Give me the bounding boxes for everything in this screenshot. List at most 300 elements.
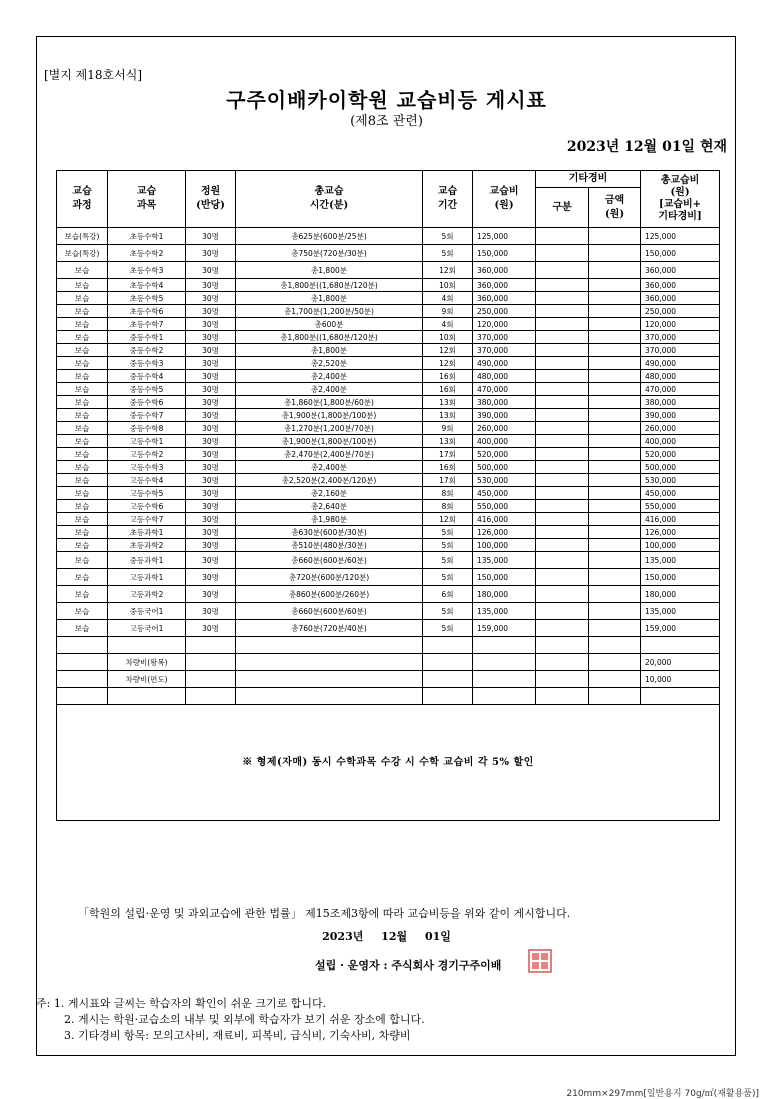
cell-other-type — [536, 262, 589, 279]
cell-period — [423, 637, 473, 654]
cell-course: 보습 — [57, 292, 108, 305]
cell-capacity: 30명 — [186, 245, 236, 262]
cell-fee — [473, 654, 536, 671]
cell-total-time — [236, 654, 423, 671]
cell-capacity: 30명 — [186, 331, 236, 344]
table-row — [57, 318, 720, 331]
cell-period: 12회 — [423, 262, 473, 279]
table-row — [57, 448, 720, 461]
cell-other-type — [536, 526, 589, 539]
cell-fee: 530,000 — [473, 474, 536, 487]
cell-course: 보습 — [57, 396, 108, 409]
table-row — [57, 688, 720, 705]
cell-other-type — [536, 671, 589, 688]
table-row — [57, 500, 720, 513]
cell-capacity: 30명 — [186, 383, 236, 396]
cell-total-time: 총2,520분(2,400분/120분) — [236, 474, 423, 487]
cell-other-type — [536, 487, 589, 500]
cell-course: 보습 — [57, 461, 108, 474]
cell-total-time: 총510분(480분/30분) — [236, 539, 423, 552]
cell-total-fee: 490,000 — [641, 357, 720, 370]
cell-total-time: 총1,800분((1,680분/120분) — [236, 279, 423, 292]
cell-capacity: 30명 — [186, 228, 236, 245]
cell-capacity: 30명 — [186, 279, 236, 292]
cell-other-type — [536, 513, 589, 526]
header-other-amount: 금액 (원) — [589, 188, 641, 228]
cell-subject: 고등과학2 — [108, 586, 186, 603]
cell-total-time: 총1,900분(1,800분/100분) — [236, 435, 423, 448]
cell-period: 8회 — [423, 500, 473, 513]
cell-total-fee: 120,000 — [641, 318, 720, 331]
cell-other-type — [536, 500, 589, 513]
cell-fee: 370,000 — [473, 331, 536, 344]
page-title: 구주이배카이학원 교습비등 게시표 — [226, 88, 547, 112]
cell-subject: 고등과학1 — [108, 569, 186, 586]
cell-total-fee: 500,000 — [641, 461, 720, 474]
cell-period: 5회 — [423, 228, 473, 245]
table-row — [57, 620, 720, 637]
cell-course: 보습 — [57, 357, 108, 370]
cell-total-fee: 550,000 — [641, 500, 720, 513]
cell-total-fee: 135,000 — [641, 552, 720, 569]
cell-total-time: 총1,270분(1,200분/70분) — [236, 422, 423, 435]
cell-period: 5회 — [423, 245, 473, 262]
cell-other-type — [536, 370, 589, 383]
cell-subject: 중등수학6 — [108, 396, 186, 409]
cell-course: 보습 — [57, 262, 108, 279]
cell-other-type — [536, 586, 589, 603]
cell-other-amount — [589, 279, 641, 292]
cell-course: 보습 — [57, 448, 108, 461]
cell-subject: 중등과학1 — [108, 552, 186, 569]
cell-fee: 360,000 — [473, 262, 536, 279]
table-row — [57, 487, 720, 500]
legal-statement: 「학원의 설립·운영 및 과외교습에 관한 법률」 제15조제3항에 따라 교습비등을 위와 같이 게시합니다. — [78, 907, 571, 920]
cell-total-fee: 10,000 — [641, 671, 720, 688]
cell-period: 12회 — [423, 513, 473, 526]
cell-total-time: 총660분(600분/60분) — [236, 552, 423, 569]
table-row — [57, 526, 720, 539]
cell-capacity: 30명 — [186, 357, 236, 370]
cell-fee: 125,000 — [473, 228, 536, 245]
cell-capacity: 30명 — [186, 370, 236, 383]
footnote-2: 2. 게시는 학원·교습소의 내부 및 외부에 학습자가 보기 쉬운 장소에 합니다. — [64, 1013, 425, 1026]
header-other-type: 구분 — [536, 188, 589, 228]
cell-other-type — [536, 461, 589, 474]
cell-course — [57, 654, 108, 671]
cell-fee: 100,000 — [473, 539, 536, 552]
cell-other-amount — [589, 461, 641, 474]
cell-period: 5회 — [423, 539, 473, 552]
form-number: [별지 제18호서식] — [44, 68, 142, 82]
paper-size-note: 210mm×297mm[일반용지 70g/㎡(재활용품)] — [566, 1089, 759, 1099]
table-row — [57, 344, 720, 357]
cell-total-fee: 360,000 — [641, 262, 720, 279]
cell-capacity: 30명 — [186, 487, 236, 500]
cell-capacity: 30명 — [186, 569, 236, 586]
cell-other-amount — [589, 569, 641, 586]
cell-other-type — [536, 620, 589, 637]
cell-capacity — [186, 671, 236, 688]
cell-other-amount — [589, 539, 641, 552]
footnote-3: 3. 기타경비 항목: 모의고사비, 재료비, 피복비, 급식비, 기숙사비, 차량비 — [64, 1029, 411, 1042]
cell-subject: 차량비(왕복) — [108, 654, 186, 671]
table-row — [57, 637, 720, 654]
cell-capacity: 30명 — [186, 539, 236, 552]
seal-stamp-icon — [528, 949, 552, 973]
cell-course: 보습 — [57, 620, 108, 637]
table-row — [57, 228, 720, 245]
cell-total-fee: 150,000 — [641, 569, 720, 586]
cell-course: 보습(특강) — [57, 245, 108, 262]
table-row — [57, 396, 720, 409]
cell-course: 보습 — [57, 552, 108, 569]
cell-total-time: 총600분 — [236, 318, 423, 331]
cell-other-type — [536, 552, 589, 569]
cell-other-amount — [589, 526, 641, 539]
cell-other-type — [536, 474, 589, 487]
cell-subject: 중등수학5 — [108, 383, 186, 396]
cell-fee: 260,000 — [473, 422, 536, 435]
cell-course: 보습 — [57, 487, 108, 500]
issue-date: 2023년 12월 01일 — [322, 930, 451, 943]
cell-fee: 180,000 — [473, 586, 536, 603]
cell-other-amount — [589, 637, 641, 654]
fee-table — [56, 170, 720, 821]
cell-period: 13회 — [423, 409, 473, 422]
cell-capacity: 30명 — [186, 513, 236, 526]
cell-total-fee: 530,000 — [641, 474, 720, 487]
cell-subject: 중등수학2 — [108, 344, 186, 357]
cell-other-type — [536, 344, 589, 357]
cell-total-time: 총1,800분 — [236, 262, 423, 279]
cell-period: 10회 — [423, 331, 473, 344]
cell-total-time: 총2,400분 — [236, 461, 423, 474]
cell-total-fee: 100,000 — [641, 539, 720, 552]
cell-capacity: 30명 — [186, 474, 236, 487]
cell-total-fee: 159,000 — [641, 620, 720, 637]
cell-total-time: 총760분(720분/40분) — [236, 620, 423, 637]
cell-total-fee — [641, 637, 720, 654]
cell-fee: 450,000 — [473, 487, 536, 500]
cell-capacity — [186, 654, 236, 671]
cell-course: 보습 — [57, 331, 108, 344]
cell-subject: 초등수학7 — [108, 318, 186, 331]
cell-total-fee: 480,000 — [641, 370, 720, 383]
cell-period: 13회 — [423, 396, 473, 409]
cell-course — [57, 688, 108, 705]
cell-total-fee: 380,000 — [641, 396, 720, 409]
cell-course: 보습 — [57, 318, 108, 331]
cell-capacity: 30명 — [186, 603, 236, 620]
cell-subject: 중등수학1 — [108, 331, 186, 344]
cell-other-amount — [589, 513, 641, 526]
cell-period: 5회 — [423, 620, 473, 637]
table-row — [57, 474, 720, 487]
cell-total-time: 총2,160분 — [236, 487, 423, 500]
cell-fee: 360,000 — [473, 279, 536, 292]
cell-fee: 550,000 — [473, 500, 536, 513]
header-capacity: 정원 (반당) — [186, 171, 236, 228]
table-row — [57, 305, 720, 318]
cell-other-type — [536, 292, 589, 305]
cell-fee: 150,000 — [473, 245, 536, 262]
current-date: 2023년 12월 01일 현재 — [566, 139, 727, 155]
cell-other-amount — [589, 318, 641, 331]
header-fee: 교습비 (원) — [473, 171, 536, 228]
operator-name: 설립 · 운영자 : 주식회사 경기구주이배 — [315, 959, 502, 972]
cell-total-time: 총2,400분 — [236, 383, 423, 396]
cell-other-amount — [589, 552, 641, 569]
cell-period: 9회 — [423, 305, 473, 318]
cell-subject: 차량비(편도) — [108, 671, 186, 688]
table-row — [57, 435, 720, 448]
cell-subject: 고등수학4 — [108, 474, 186, 487]
cell-other-type — [536, 539, 589, 552]
cell-period: 9회 — [423, 422, 473, 435]
cell-total-time: 총860분(600분/260분) — [236, 586, 423, 603]
cell-course: 보습 — [57, 344, 108, 357]
table-row — [57, 331, 720, 344]
cell-fee: 120,000 — [473, 318, 536, 331]
cell-capacity — [186, 688, 236, 705]
cell-total-fee: 360,000 — [641, 279, 720, 292]
cell-total-time: 총750분(720분/30분) — [236, 245, 423, 262]
cell-fee — [473, 637, 536, 654]
cell-capacity: 30명 — [186, 344, 236, 357]
cell-other-type — [536, 305, 589, 318]
cell-period: 5회 — [423, 526, 473, 539]
cell-other-type — [536, 228, 589, 245]
cell-total-fee: 126,000 — [641, 526, 720, 539]
cell-period: 5회 — [423, 603, 473, 620]
cell-period: 17회 — [423, 448, 473, 461]
cell-period: 10회 — [423, 279, 473, 292]
cell-other-type — [536, 688, 589, 705]
table-row — [57, 461, 720, 474]
cell-other-type — [536, 279, 589, 292]
cell-total-time: 총1,980분 — [236, 513, 423, 526]
cell-course: 보습 — [57, 409, 108, 422]
cell-total-fee: 520,000 — [641, 448, 720, 461]
cell-fee: 500,000 — [473, 461, 536, 474]
cell-fee: 390,000 — [473, 409, 536, 422]
cell-other-amount — [589, 245, 641, 262]
cell-fee: 520,000 — [473, 448, 536, 461]
cell-other-amount — [589, 344, 641, 357]
cell-other-amount — [589, 292, 641, 305]
cell-fee: 135,000 — [473, 603, 536, 620]
cell-other-amount — [589, 671, 641, 688]
cell-total-time — [236, 671, 423, 688]
cell-fee: 360,000 — [473, 292, 536, 305]
cell-other-type — [536, 357, 589, 370]
page-subtitle: (제8조 관련) — [350, 114, 423, 129]
cell-period — [423, 654, 473, 671]
cell-subject: 초등수학2 — [108, 245, 186, 262]
header-period: 교습 기간 — [423, 171, 473, 228]
cell-period: 16회 — [423, 370, 473, 383]
cell-period: 8회 — [423, 487, 473, 500]
cell-other-type — [536, 448, 589, 461]
header-course: 교습 과정 — [57, 171, 108, 228]
cell-subject: 중등국어1 — [108, 603, 186, 620]
cell-other-type — [536, 654, 589, 671]
cell-subject: 고등수학3 — [108, 461, 186, 474]
cell-total-fee: 20,000 — [641, 654, 720, 671]
cell-subject: 고등수학5 — [108, 487, 186, 500]
cell-course: 보습 — [57, 526, 108, 539]
cell-fee: 370,000 — [473, 344, 536, 357]
cell-fee — [473, 671, 536, 688]
table-row — [57, 292, 720, 305]
cell-other-amount — [589, 409, 641, 422]
cell-capacity: 30명 — [186, 262, 236, 279]
cell-period: 6회 — [423, 586, 473, 603]
cell-total-fee: 125,000 — [641, 228, 720, 245]
cell-other-amount — [589, 262, 641, 279]
cell-other-amount — [589, 474, 641, 487]
cell-subject: 중등수학3 — [108, 357, 186, 370]
cell-subject: 고등수학7 — [108, 513, 186, 526]
cell-course: 보습 — [57, 569, 108, 586]
cell-other-type — [536, 245, 589, 262]
table-row — [57, 409, 720, 422]
cell-course: 보습 — [57, 513, 108, 526]
cell-course: 보습 — [57, 279, 108, 292]
cell-course: 보습 — [57, 305, 108, 318]
cell-capacity: 30명 — [186, 292, 236, 305]
cell-subject: 초등수학5 — [108, 292, 186, 305]
cell-course: 보습 — [57, 422, 108, 435]
cell-total-fee: 370,000 — [641, 331, 720, 344]
cell-course: 보습 — [57, 603, 108, 620]
discount-note: ※ 형제(자매) 동시 수학과목 수강 시 수학 교습비 각 5% 할인 — [57, 705, 720, 821]
cell-total-fee: 260,000 — [641, 422, 720, 435]
cell-total-time: 총1,800분 — [236, 344, 423, 357]
cell-course: 보습 — [57, 500, 108, 513]
cell-other-type — [536, 331, 589, 344]
cell-course: 보습 — [57, 539, 108, 552]
cell-total-time: 총720분(600분/120분) — [236, 569, 423, 586]
cell-total-fee: 135,000 — [641, 603, 720, 620]
cell-course: 보습 — [57, 586, 108, 603]
cell-total-time: 총625분(600분/25분) — [236, 228, 423, 245]
cell-other-type — [536, 603, 589, 620]
cell-other-amount — [589, 603, 641, 620]
cell-fee: 490,000 — [473, 357, 536, 370]
cell-total-time: 총1,800분 — [236, 292, 423, 305]
cell-fee: 250,000 — [473, 305, 536, 318]
cell-other-type — [536, 435, 589, 448]
table-row — [57, 262, 720, 279]
table-row — [57, 539, 720, 552]
table-row — [57, 654, 720, 671]
cell-other-amount — [589, 487, 641, 500]
cell-course: 보습 — [57, 474, 108, 487]
cell-total-time: 총1,900분(1,800분/100분) — [236, 409, 423, 422]
cell-total-time: 총1,700분(1,200분/50분) — [236, 305, 423, 318]
cell-other-type — [536, 569, 589, 586]
cell-other-amount — [589, 370, 641, 383]
cell-capacity: 30명 — [186, 435, 236, 448]
footnote-1: 주: 1. 게시표와 글씨는 학습자의 확인이 쉬운 크기로 합니다. — [36, 997, 327, 1010]
table-row — [57, 569, 720, 586]
cell-subject: 고등수학1 — [108, 435, 186, 448]
cell-capacity: 30명 — [186, 526, 236, 539]
cell-period — [423, 688, 473, 705]
cell-total-fee: 390,000 — [641, 409, 720, 422]
header-subject: 교습 과목 — [108, 171, 186, 228]
cell-capacity: 30명 — [186, 305, 236, 318]
header-total-fee: 총교습비 (원) [교습비+ 기타경비] — [641, 171, 720, 228]
cell-fee: 416,000 — [473, 513, 536, 526]
cell-period: 12회 — [423, 344, 473, 357]
cell-fee: 480,000 — [473, 370, 536, 383]
cell-subject — [108, 637, 186, 654]
cell-other-amount — [589, 228, 641, 245]
cell-fee: 470,000 — [473, 383, 536, 396]
table-row — [57, 513, 720, 526]
cell-total-fee: 370,000 — [641, 344, 720, 357]
cell-other-type — [536, 409, 589, 422]
cell-capacity: 30명 — [186, 461, 236, 474]
cell-period: 12회 — [423, 357, 473, 370]
cell-other-type — [536, 396, 589, 409]
table-row — [57, 370, 720, 383]
cell-fee: 380,000 — [473, 396, 536, 409]
cell-fee: 159,000 — [473, 620, 536, 637]
cell-subject: 초등수학6 — [108, 305, 186, 318]
cell-subject: 초등수학4 — [108, 279, 186, 292]
cell-capacity: 30명 — [186, 422, 236, 435]
cell-other-amount — [589, 500, 641, 513]
cell-total-time: 총1,860분(1,800분/60분) — [236, 396, 423, 409]
footnotes — [36, 996, 425, 1044]
cell-subject: 고등수학6 — [108, 500, 186, 513]
cell-subject — [108, 688, 186, 705]
cell-period: 13회 — [423, 435, 473, 448]
cell-subject: 중등수학7 — [108, 409, 186, 422]
cell-capacity: 30명 — [186, 552, 236, 569]
cell-other-type — [536, 318, 589, 331]
cell-other-amount — [589, 422, 641, 435]
cell-capacity: 30명 — [186, 409, 236, 422]
table-row — [57, 552, 720, 569]
cell-other-amount — [589, 383, 641, 396]
cell-subject: 초등수학3 — [108, 262, 186, 279]
cell-capacity: 30명 — [186, 396, 236, 409]
cell-course — [57, 637, 108, 654]
cell-period: 17회 — [423, 474, 473, 487]
cell-total-time: 총2,520분 — [236, 357, 423, 370]
cell-total-time: 총660분(600분/60분) — [236, 603, 423, 620]
cell-capacity — [186, 637, 236, 654]
cell-total-time: 총2,470분(2,400분/70분) — [236, 448, 423, 461]
cell-subject: 초등과학2 — [108, 539, 186, 552]
cell-other-amount — [589, 448, 641, 461]
cell-capacity: 30명 — [186, 500, 236, 513]
cell-course: 보습 — [57, 370, 108, 383]
cell-total-time: 총2,640분 — [236, 500, 423, 513]
cell-fee: 126,000 — [473, 526, 536, 539]
cell-course — [57, 671, 108, 688]
cell-subject: 초등과학1 — [108, 526, 186, 539]
cell-course: 보습 — [57, 383, 108, 396]
cell-subject: 초등수학1 — [108, 228, 186, 245]
cell-subject: 중등수학8 — [108, 422, 186, 435]
cell-total-fee — [641, 688, 720, 705]
